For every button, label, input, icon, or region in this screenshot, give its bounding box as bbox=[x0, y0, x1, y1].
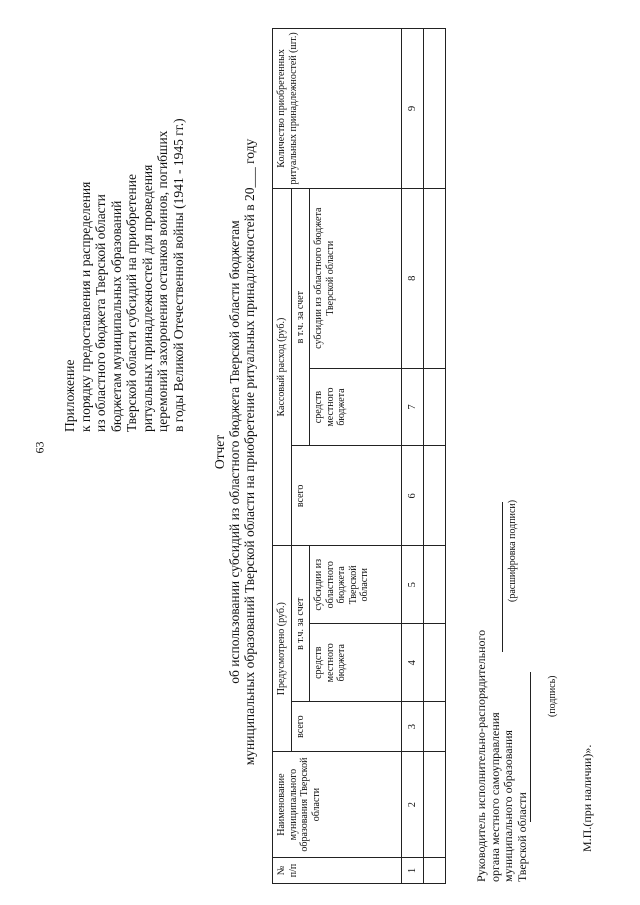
header-planned-total: всего bbox=[291, 702, 402, 752]
signatory-line: Тверской области bbox=[514, 792, 529, 882]
header-cash-including: в т.ч. за счет bbox=[291, 188, 310, 446]
header-cash-total: всего bbox=[291, 446, 402, 546]
header-municipality: Наименование муниципального образования Тверской области bbox=[273, 752, 402, 858]
header-quantity: Количество приобретенных ритуальных принадлежностей (шт.) bbox=[273, 29, 402, 189]
index-cell: 8 bbox=[402, 188, 424, 368]
appendix-line: Тверской области субсидий на приобретение bbox=[124, 174, 139, 432]
empty-cell bbox=[424, 546, 446, 624]
header-planned-including: в т.ч. за счет bbox=[291, 546, 310, 702]
header-planned-regional: субсидии из областного бюджета Тверской области bbox=[310, 546, 402, 624]
header-cash-regional: субсидии из областного бюджета Тверской области bbox=[310, 188, 402, 368]
signatory-line: Руководитель исполнительно-распорядительного bbox=[474, 629, 488, 882]
page-number: 63 bbox=[32, 441, 47, 454]
appendix-line: Приложение bbox=[62, 359, 77, 432]
report-title-line: об использовании субсидий из областного бюджета Тверской области бюджетам bbox=[227, 220, 242, 684]
empty-cell bbox=[424, 858, 446, 884]
index-cell: 2 bbox=[402, 752, 424, 858]
empty-cell bbox=[424, 188, 446, 368]
index-cell: 6 bbox=[402, 446, 424, 546]
header-cash-expense: Кассовый расход (руб.) bbox=[273, 188, 292, 545]
header-planned-local: средств местного бюджета bbox=[310, 624, 402, 702]
empty-cell bbox=[424, 446, 446, 546]
empty-cell bbox=[424, 368, 446, 446]
empty-cell bbox=[424, 752, 446, 858]
appendix-line: из областного бюджета Тверской области bbox=[93, 194, 108, 432]
empty-cell bbox=[424, 29, 446, 189]
document-sheet bbox=[20, 12, 620, 892]
signature-label: (подпись) bbox=[547, 675, 558, 717]
report-title-line: муниципальных образований Тверской области на приобретение ритуальных принадлежностей в 20___ году bbox=[242, 138, 257, 766]
empty-cell bbox=[424, 702, 446, 752]
header-cash-local: средств местного бюджета bbox=[310, 368, 402, 446]
report-table bbox=[272, 28, 446, 884]
index-cell: 9 bbox=[402, 29, 424, 189]
index-cell: 4 bbox=[402, 624, 424, 702]
table-row bbox=[424, 29, 446, 884]
signature-decoding-label: (расшифровка подписи) bbox=[507, 499, 518, 602]
signature-line bbox=[530, 672, 531, 822]
appendix-line: церемоний захоронения останков воинов, погибших bbox=[155, 130, 170, 432]
index-cell: 7 bbox=[402, 368, 424, 446]
appendix-line: в годы Великой Отечественной войны (1941 - 1945 гг.) bbox=[170, 118, 186, 432]
signature-decoding-line bbox=[502, 502, 503, 652]
table-index-row bbox=[402, 29, 424, 884]
header-planned: Предусмотрено (руб.) bbox=[273, 546, 292, 752]
report-title bbox=[212, 12, 257, 892]
signatory-line: муниципального образования bbox=[501, 730, 515, 882]
index-cell: 1 bbox=[402, 858, 424, 884]
appendix-line: к порядку предоставления и распределения bbox=[77, 181, 93, 432]
appendix-header bbox=[62, 12, 186, 432]
appendix-line: ритуальных принадлежностей для проведения bbox=[139, 164, 155, 432]
signatory-line: органа местного самоуправления bbox=[487, 712, 502, 882]
index-cell: 3 bbox=[402, 702, 424, 752]
empty-cell bbox=[424, 624, 446, 702]
report-title-line: Отчет bbox=[212, 434, 227, 470]
stamp-place: М.П.(при наличии)». bbox=[580, 744, 594, 852]
header-number: № п/п bbox=[273, 858, 402, 884]
index-cell: 5 bbox=[402, 546, 424, 624]
appendix-line: бюджетам муниципальных образований bbox=[108, 200, 124, 432]
